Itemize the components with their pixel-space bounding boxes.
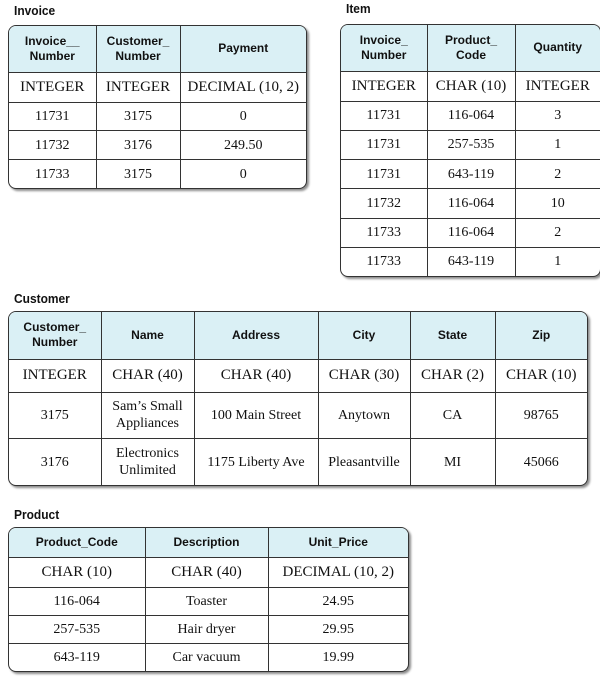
data-cell: Electronics Unlimited — [101, 439, 194, 485]
table-row — [341, 247, 600, 276]
header-cell: Address — [194, 312, 318, 359]
header-cell: Unit_Price — [268, 528, 408, 557]
data-cell: 249.50 — [180, 131, 306, 160]
data-cell: CA — [410, 392, 495, 439]
customer-table — [8, 311, 588, 486]
header-cell: Invoice__ Number — [9, 26, 96, 72]
table-row — [341, 130, 600, 159]
type-cell: INTEGER — [341, 71, 427, 101]
header-cell: City — [318, 312, 410, 359]
header-cell: Invoice_ Number — [341, 25, 427, 71]
data-cell: 98765 — [495, 392, 587, 439]
data-cell: 116-064 — [9, 587, 145, 615]
data-cell: Sam’s Small Appliances — [101, 392, 194, 439]
item-table-title: Item — [346, 1, 371, 16]
type-cell: CHAR (30) — [318, 359, 410, 392]
table-row — [341, 160, 600, 189]
table-row — [9, 439, 587, 485]
data-cell: 3176 — [9, 439, 101, 485]
table-row — [9, 615, 408, 643]
data-cell: Hair dryer — [145, 615, 268, 643]
data-cell: 116-064 — [427, 218, 515, 247]
data-cell: 1175 Liberty Ave — [194, 439, 318, 485]
product-table-title: Product — [14, 507, 60, 522]
type-cell: CHAR (10) — [9, 557, 145, 587]
table-row — [341, 189, 600, 218]
customer-table-title: Customer — [14, 291, 70, 306]
data-cell: 2 — [515, 160, 600, 189]
data-cell: 11731 — [9, 102, 96, 131]
data-cell: 257-535 — [427, 130, 515, 159]
data-cell: 3175 — [9, 392, 101, 439]
type-cell: INTEGER — [9, 359, 101, 392]
data-cell: 3 — [515, 101, 600, 130]
data-cell: 257-535 — [9, 615, 145, 643]
data-cell: 11732 — [9, 131, 96, 160]
data-cell: Anytown — [318, 392, 410, 439]
data-cell: 116-064 — [427, 101, 515, 130]
type-cell: INTEGER — [96, 72, 180, 102]
type-cell: CHAR (2) — [410, 359, 495, 392]
header-cell: Payment — [180, 26, 306, 72]
type-cell: CHAR (10) — [495, 359, 587, 392]
data-cell: 29.95 — [268, 615, 408, 643]
type-cell: DECIMAL (10, 2) — [180, 72, 306, 102]
data-cell: 0 — [239, 166, 247, 182]
header-cell: Zip — [495, 312, 587, 359]
data-cell: 11731 — [341, 130, 427, 159]
data-cell: 0 — [180, 102, 306, 131]
header-cell: Product_ Code — [427, 25, 515, 71]
type-cell: CHAR (40) — [194, 359, 318, 392]
header-cell: Product_Code — [9, 528, 145, 557]
table-row — [9, 644, 408, 672]
table-row — [9, 160, 306, 188]
data-cell: Pleasantville — [318, 439, 410, 485]
data-cell: 19.99 — [322, 650, 354, 665]
table-row — [9, 131, 306, 160]
data-cell: 2 — [515, 218, 600, 247]
data-cell: 1 — [515, 130, 600, 159]
type-cell: CHAR (40) — [101, 359, 194, 392]
data-cell: 11733 — [9, 160, 96, 188]
header-cell: Customer_ Number — [96, 26, 180, 72]
data-cell: 1 — [554, 254, 562, 270]
data-cell: 11733 — [341, 218, 427, 247]
table-row — [341, 218, 600, 247]
data-cell: 100 Main Street — [194, 392, 318, 439]
data-cell: 116-064 — [427, 189, 515, 218]
data-cell: Car vacuum — [145, 644, 268, 672]
header-cell: Quantity — [515, 25, 600, 71]
data-cell: 11731 — [341, 101, 427, 130]
header-cell: Name — [101, 312, 194, 359]
data-cell: 11732 — [341, 189, 427, 218]
header-cell: Customer_ Number — [9, 312, 101, 359]
header-cell: Description — [145, 528, 268, 557]
table-row — [341, 101, 600, 130]
type-cell: DECIMAL (10, 2) — [268, 557, 408, 587]
table-row — [9, 102, 306, 131]
type-cell: INTEGER — [515, 71, 600, 101]
product-table — [8, 527, 409, 672]
data-cell: 3175 — [96, 160, 180, 188]
data-cell: 643-119 — [427, 160, 515, 189]
data-cell: 3176 — [96, 131, 180, 160]
item-table — [340, 24, 600, 277]
data-cell: 11733 — [341, 247, 427, 276]
type-cell: INTEGER — [9, 72, 96, 102]
table-row — [9, 392, 587, 439]
header-cell: State — [410, 312, 495, 359]
table-row — [9, 587, 408, 615]
data-cell: 3175 — [96, 102, 180, 131]
type-cell: CHAR (10) — [427, 71, 515, 101]
data-cell: Toaster — [145, 587, 268, 615]
data-cell: 10 — [515, 189, 600, 218]
data-cell: 643-119 — [9, 644, 145, 672]
data-cell: 45066 — [523, 454, 559, 470]
data-cell: 24.95 — [268, 587, 408, 615]
data-cell: 11731 — [341, 160, 427, 189]
invoice-table — [8, 25, 307, 189]
data-cell: MI — [410, 439, 495, 485]
invoice-table-title: Invoice — [14, 3, 56, 18]
data-cell: 643-119 — [427, 247, 515, 276]
type-cell: CHAR (40) — [145, 557, 268, 587]
